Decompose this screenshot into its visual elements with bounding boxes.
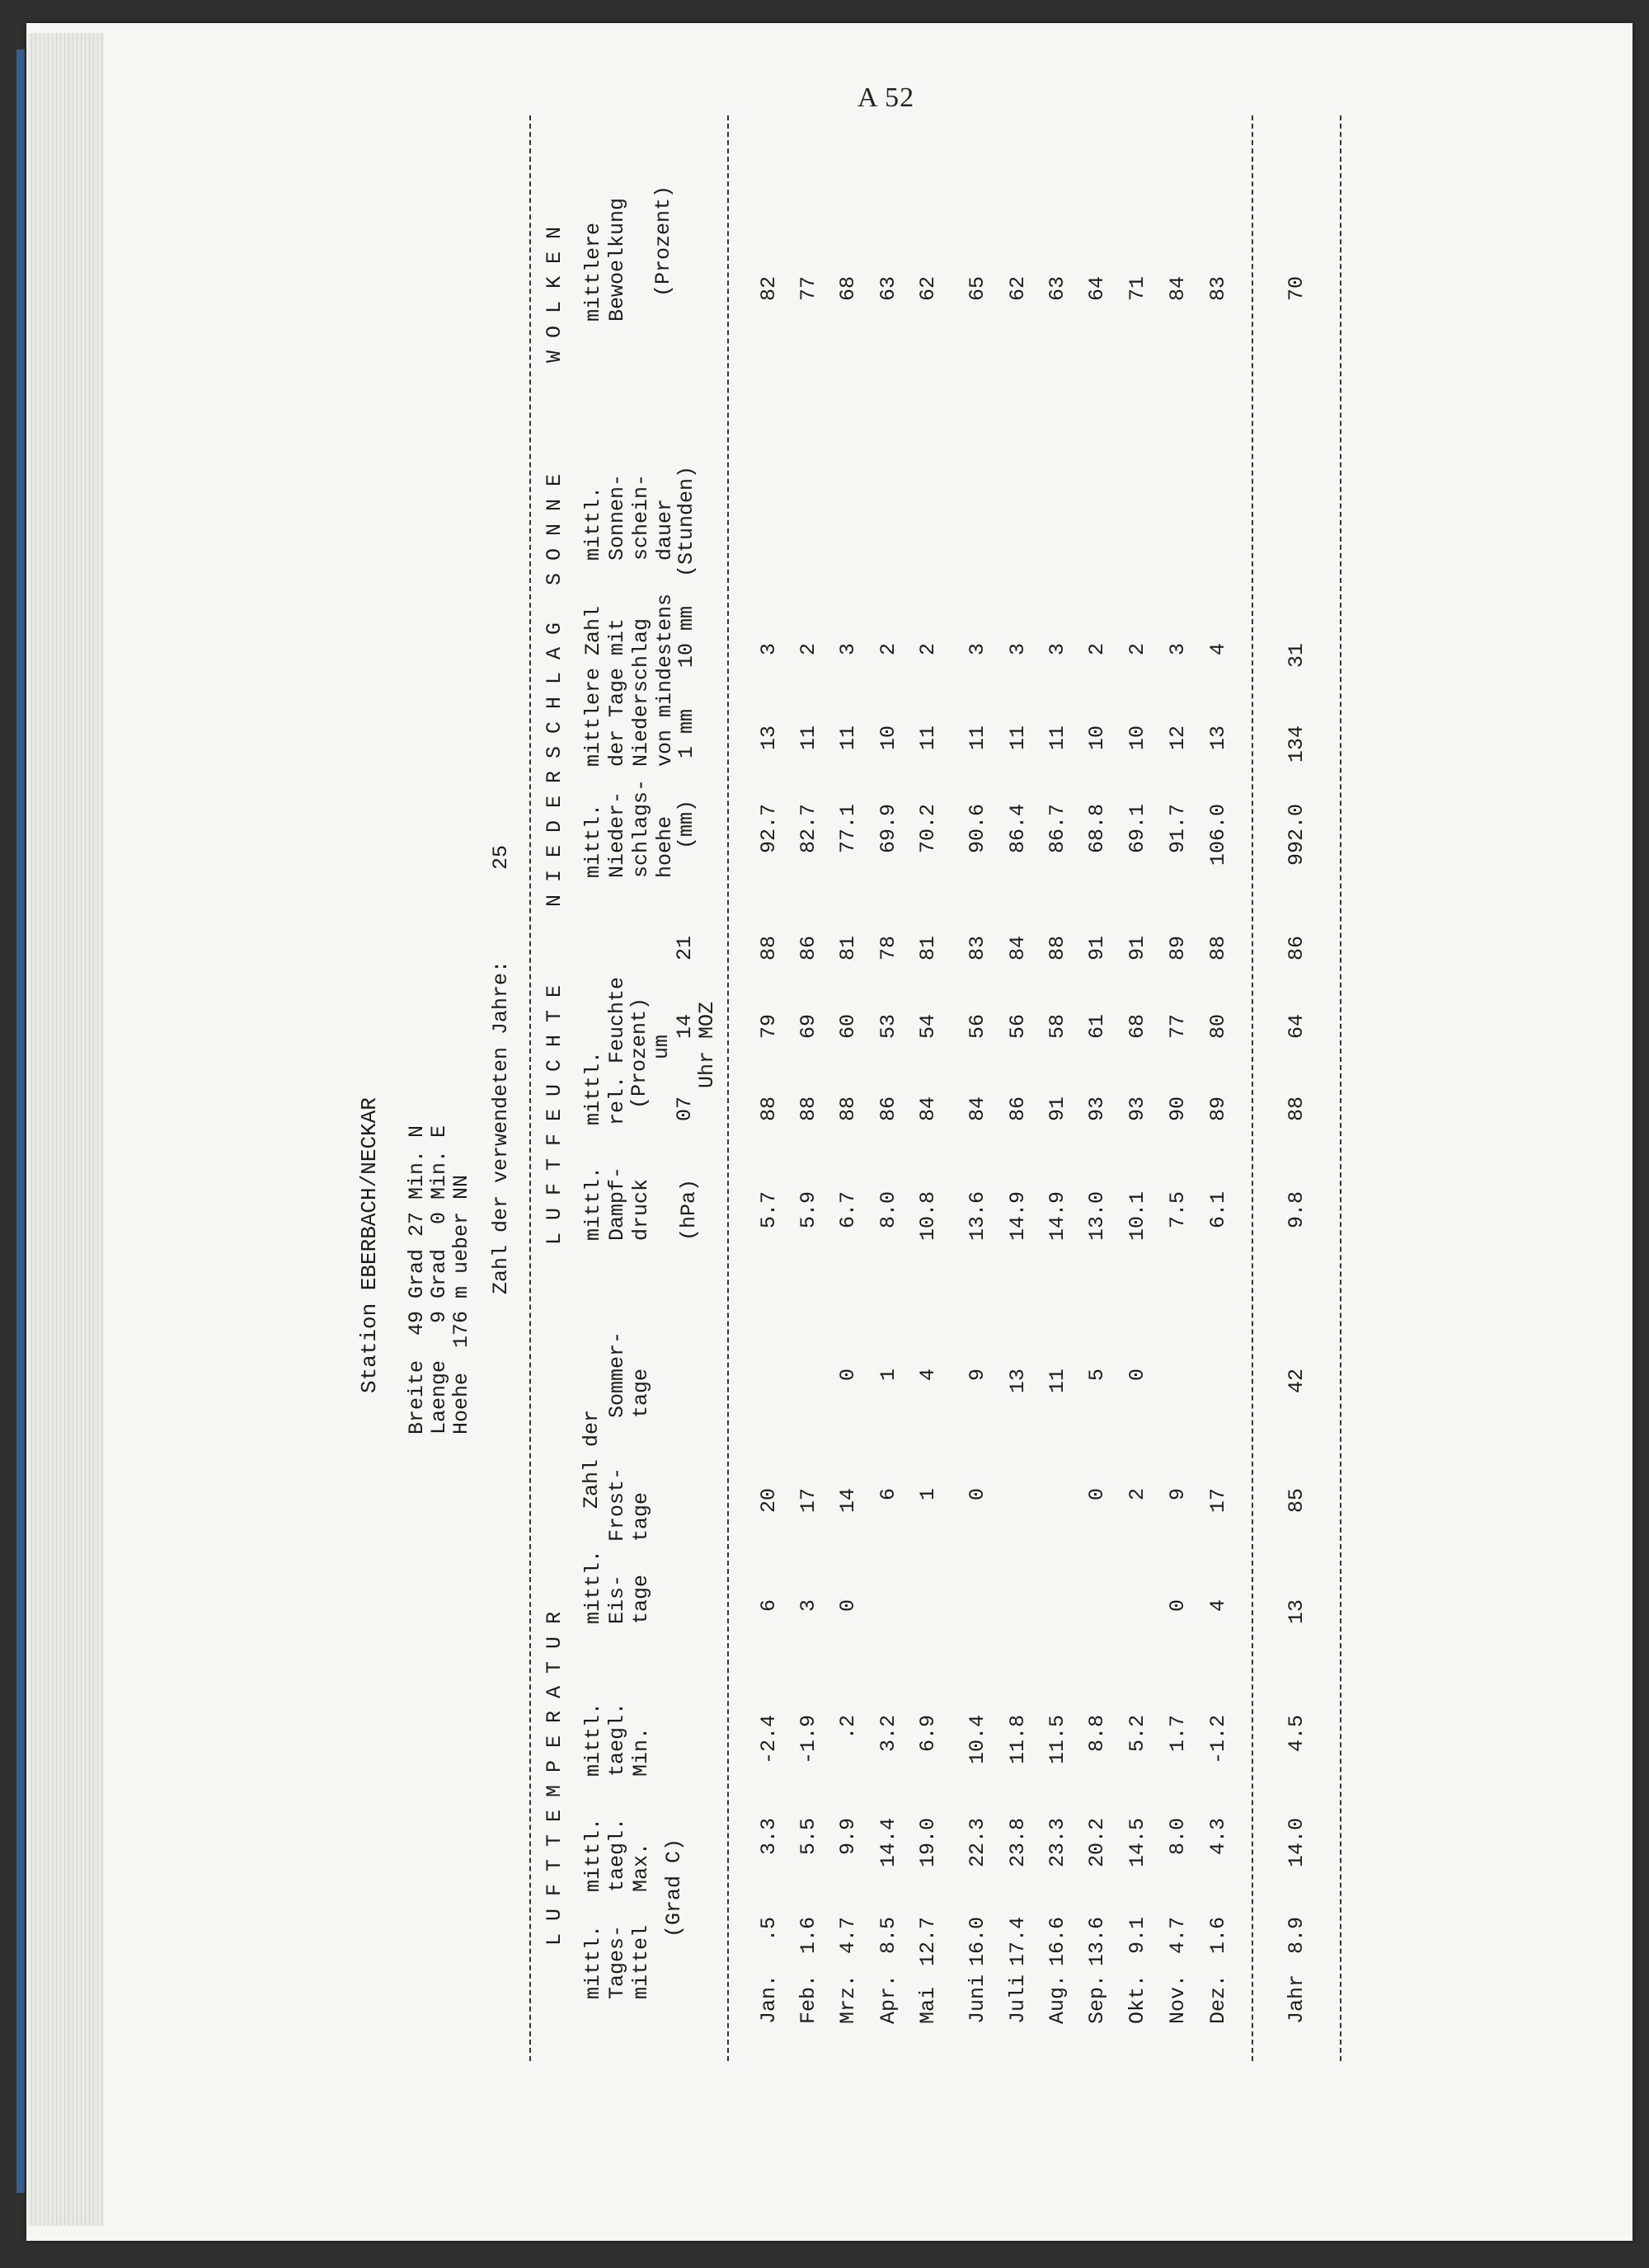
cell-f21: 89 — [1166, 936, 1190, 961]
header-tagesmittel: mittl. Tages- mittel — [581, 1924, 653, 1999]
cell-month: Nov. — [1166, 1974, 1190, 2024]
cell-dampf: 5.7 — [757, 1191, 781, 1229]
header-nieder-hoehe-unit: (mm) — [674, 799, 698, 849]
cell-wolken: 77 — [796, 276, 820, 302]
cell-sommer: 4 — [916, 1369, 940, 1382]
cell-frost: 20 — [757, 1488, 781, 1514]
cell-f21: 84 — [1006, 936, 1030, 961]
header-eistage: mittl. Eis- tage — [581, 1549, 653, 1624]
cell-n1: 10 — [876, 725, 900, 751]
header-nieder-tage: mittlere Zahl der Tage mit Niederschlag von mindestens — [581, 593, 677, 767]
cell-f07: 88 — [796, 1096, 820, 1122]
cell-f21: 91 — [1085, 936, 1109, 961]
cell-min: 6.9 — [916, 1715, 940, 1753]
cell-nh: 77.1 — [836, 804, 860, 854]
cell-frost: 6 — [876, 1488, 900, 1501]
cell-wolken: 62 — [916, 276, 940, 302]
cell-wolken: 83 — [1206, 276, 1230, 302]
cell-sommer: 13 — [1006, 1369, 1030, 1394]
cell-nh: 92.7 — [757, 804, 781, 854]
cell-mittel: 16.0 — [965, 1917, 989, 1967]
cell-max: 8.0 — [1166, 1818, 1190, 1856]
cell-min: 8.8 — [1085, 1715, 1109, 1753]
cell-min: -2.4 — [757, 1715, 781, 1765]
header-threshold-10mm: 10 mm — [674, 605, 698, 668]
annual-cell-dampf: 9.8 — [1285, 1191, 1308, 1229]
cell-min: -1.9 — [796, 1715, 820, 1765]
group-lufttemperatur: L U F T T E M P E R A T U R — [543, 1611, 566, 1946]
cell-f21: 88 — [1045, 936, 1069, 961]
cell-sommer: 9 — [965, 1369, 989, 1382]
cell-n1: 12 — [1166, 725, 1190, 751]
header-sommertage: Sommer- tage — [605, 1331, 653, 1418]
cell-mittel: 13.6 — [1085, 1917, 1109, 1967]
cell-n1: 11 — [1045, 725, 1069, 751]
group-luftfeuchte: L U F T F E U C H T E — [543, 984, 566, 1245]
header-sonne: mittl. Sonnen- schein- dauer — [581, 473, 677, 561]
cell-month: Feb. — [796, 1974, 820, 2024]
cell-nh: 69.1 — [1125, 804, 1149, 854]
cell-f21: 91 — [1125, 936, 1149, 961]
cell-n1: 11 — [796, 725, 820, 751]
cell-max: 23.3 — [1045, 1818, 1069, 1868]
cell-n10: 3 — [836, 643, 860, 656]
annual-cell-max: 14.0 — [1285, 1818, 1308, 1868]
annual-cell-sommer: 42 — [1285, 1369, 1308, 1394]
cell-n1: 11 — [1006, 725, 1030, 751]
cell-min: 11.5 — [1045, 1715, 1069, 1765]
cell-n10: 4 — [1206, 643, 1230, 656]
station-coord-lat: Breite 49 Grad 27 Min. N — [405, 1125, 429, 1435]
cell-eis: 0 — [836, 1599, 860, 1613]
cell-dampf: 14.9 — [1006, 1191, 1030, 1242]
annual-cell-month: Jahr — [1285, 1974, 1308, 2024]
cell-dampf: 10.1 — [1125, 1191, 1149, 1242]
cell-n1: 11 — [916, 725, 940, 751]
cell-f14: 68 — [1125, 1014, 1149, 1040]
station-title: Station EBERBACH/NECKAR — [357, 1097, 382, 1393]
cell-month: Juni — [965, 1974, 989, 2024]
cell-f14: 58 — [1045, 1014, 1069, 1040]
cell-month: Sep. — [1085, 1974, 1109, 2024]
cell-f21: 83 — [965, 936, 989, 961]
header-zahl-der: Zahl der — [580, 1409, 604, 1509]
cell-dampf: 13.0 — [1085, 1191, 1109, 1242]
divider-annual-top — [1252, 115, 1253, 2061]
cell-frost: 0 — [1085, 1488, 1109, 1501]
cell-f21: 86 — [796, 936, 820, 961]
cell-min: 3.2 — [876, 1715, 900, 1753]
header-wolken-unit: (Prozent) — [651, 185, 675, 297]
cell-n1: 10 — [1085, 725, 1109, 751]
cell-wolken: 62 — [1006, 276, 1030, 302]
header-threshold-1mm: 1 mm — [674, 708, 698, 758]
cell-nh: 69.9 — [876, 804, 900, 854]
station-coord-lon: Laenge 9 Grad 0 Min. E — [427, 1125, 451, 1435]
cell-n10: 2 — [916, 643, 940, 656]
divider-header — [727, 115, 729, 2061]
cell-dampf: 6.1 — [1206, 1191, 1230, 1229]
header-taegl-min: mittl. taegl. Min. — [581, 1702, 653, 1777]
cell-n10: 2 — [1085, 643, 1109, 656]
header-wolken: mittlere Bewoelkung — [581, 197, 629, 322]
cell-wolken: 64 — [1085, 276, 1109, 302]
cell-eis: 6 — [757, 1599, 781, 1613]
cell-max: 22.3 — [965, 1818, 989, 1868]
page-stack-edges — [28, 33, 104, 2226]
group-wolken: W O L K E N — [543, 226, 566, 363]
header-rel-feuchte: mittl. rel. Feuchte — [581, 976, 629, 1125]
cell-mittel: 17.4 — [1006, 1917, 1030, 1967]
header-rel-feuchte-unit: (Prozent) — [627, 997, 651, 1109]
header-dampfdruck: mittl. Dampf- druck (hPa) — [581, 1166, 701, 1241]
divider-annual-bottom — [1340, 115, 1341, 2061]
cell-max: 14.4 — [876, 1818, 900, 1868]
cell-month: Aug. — [1045, 1974, 1069, 2024]
cell-min: 1.7 — [1166, 1715, 1190, 1753]
cell-n10: 3 — [1045, 643, 1069, 656]
cell-eis: 3 — [796, 1599, 820, 1613]
cell-min: 5.2 — [1125, 1715, 1149, 1753]
cell-sommer: 11 — [1045, 1369, 1069, 1394]
cell-month: Dez. — [1206, 1974, 1230, 2024]
cell-n10: 3 — [965, 643, 989, 656]
cell-wolken: 63 — [1045, 276, 1069, 302]
cell-f07: 93 — [1125, 1096, 1149, 1122]
cell-mittel: 9.1 — [1125, 1917, 1149, 1955]
header-sonne-unit: (Stunden) — [674, 465, 698, 577]
cell-n10: 2 — [1125, 643, 1149, 656]
cell-f14: 80 — [1206, 1014, 1230, 1040]
cell-frost: 17 — [796, 1488, 820, 1514]
cell-n1: 13 — [1206, 725, 1230, 751]
cell-n10: 3 — [757, 643, 781, 656]
cell-mittel: 12.7 — [916, 1917, 940, 1967]
cell-nh: 68.8 — [1085, 804, 1109, 854]
cell-f21: 88 — [757, 936, 781, 961]
cell-eis: 4 — [1206, 1599, 1230, 1613]
cell-nh: 82.7 — [796, 804, 820, 854]
cell-mittel: 1.6 — [796, 1917, 820, 1955]
cell-wolken: 71 — [1125, 276, 1149, 302]
cell-frost: 2 — [1125, 1488, 1149, 1501]
header-hour-07: 07 — [673, 1096, 697, 1121]
divider-top — [529, 115, 531, 2061]
annual-cell-frost: 85 — [1285, 1488, 1308, 1514]
cell-mittel: .5 — [757, 1917, 781, 1942]
cell-wolken: 63 — [876, 276, 900, 302]
annual-cell-eis: 13 — [1285, 1599, 1308, 1625]
header-taegl-max: mittl. taegl. Max. — [581, 1817, 653, 1892]
cell-min: -1.2 — [1206, 1715, 1230, 1765]
cell-max: 3.3 — [757, 1818, 781, 1856]
cell-frost: 14 — [836, 1488, 860, 1514]
annual-cell-wolken: 70 — [1285, 276, 1308, 302]
cell-min: .2 — [836, 1715, 860, 1740]
cell-mittel: 4.7 — [1166, 1917, 1190, 1955]
cell-wolken: 68 — [836, 276, 860, 302]
cell-nh: 106.0 — [1206, 804, 1230, 866]
cell-month: Jan. — [757, 1974, 781, 2024]
cell-n10: 3 — [1006, 643, 1030, 656]
cell-f07: 90 — [1166, 1096, 1190, 1122]
cell-max: 23.8 — [1006, 1818, 1030, 1868]
cell-nh: 86.4 — [1006, 804, 1030, 854]
annual-cell-nh: 992.0 — [1285, 804, 1308, 866]
cell-eis: 0 — [1166, 1599, 1190, 1613]
cell-frost: 1 — [916, 1488, 940, 1501]
cell-max: 19.0 — [916, 1818, 940, 1868]
cell-f21: 78 — [876, 936, 900, 961]
cell-f21: 81 — [836, 936, 860, 961]
cell-f21: 81 — [916, 936, 940, 961]
cell-nh: 70.2 — [916, 804, 940, 854]
cell-f07: 93 — [1085, 1096, 1109, 1122]
cell-max: 14.5 — [1125, 1818, 1149, 1868]
cell-sommer: 0 — [1125, 1369, 1149, 1382]
cell-f07: 84 — [965, 1096, 989, 1122]
cell-f14: 69 — [796, 1014, 820, 1040]
cell-f14: 77 — [1166, 1014, 1190, 1040]
cell-n1: 11 — [836, 725, 860, 751]
cell-f14: 56 — [1006, 1014, 1030, 1040]
cell-month: Okt. — [1125, 1974, 1149, 2024]
cell-f14: 56 — [965, 1014, 989, 1040]
annual-cell-n10: 31 — [1285, 643, 1308, 669]
header-temp-unit: (Grad C) — [662, 1838, 686, 1937]
group-sonne: S O N N E — [543, 473, 566, 585]
header-hour-21: 21 — [673, 935, 697, 960]
cell-frost: 17 — [1206, 1488, 1230, 1514]
cell-max: 9.9 — [836, 1818, 860, 1856]
cell-mittel: 4.7 — [836, 1917, 860, 1955]
cell-f07: 89 — [1206, 1096, 1230, 1122]
cell-month: Juli — [1006, 1974, 1030, 2024]
cell-mittel: 8.5 — [876, 1917, 900, 1955]
header-nieder-hoehe: mittl. Nieder- schlags- hoehe — [581, 778, 677, 878]
header-rel-feuchte-um: um — [650, 1034, 674, 1059]
cell-f07: 88 — [757, 1096, 781, 1122]
years-value: 25 — [489, 844, 513, 870]
cell-f14: 54 — [916, 1014, 940, 1040]
annual-cell-f14: 64 — [1285, 1014, 1308, 1040]
cell-month: Mai — [916, 1986, 940, 2024]
header-frosttage: Frost- tage — [605, 1467, 653, 1542]
annual-cell-f07: 88 — [1285, 1096, 1308, 1122]
years-label: Zahl der verwendeten Jahre: — [489, 960, 513, 1294]
cell-max: 5.5 — [796, 1818, 820, 1856]
cell-sommer: 0 — [836, 1369, 860, 1382]
cell-f07: 84 — [916, 1096, 940, 1122]
cell-f07: 86 — [1006, 1096, 1030, 1122]
cell-n10: 3 — [1166, 643, 1190, 656]
cell-nh: 86.7 — [1045, 804, 1069, 854]
cell-n1: 11 — [965, 725, 989, 751]
cell-max: 4.3 — [1206, 1818, 1230, 1856]
cell-f07: 91 — [1045, 1096, 1069, 1122]
cell-dampf: 5.9 — [796, 1191, 820, 1229]
annual-cell-n1: 134 — [1285, 725, 1308, 763]
group-niederschlag: N I E D E R S C H L A G — [543, 622, 566, 907]
cell-nh: 91.7 — [1166, 804, 1190, 854]
cell-dampf: 7.5 — [1166, 1191, 1190, 1229]
cell-dampf: 14.9 — [1045, 1191, 1069, 1242]
cell-max: 20.2 — [1085, 1818, 1109, 1868]
cell-n1: 13 — [757, 725, 781, 751]
rotated-table — [346, 173, 1583, 2069]
cell-wolken: 65 — [965, 276, 989, 302]
cell-month: Mrz. — [836, 1974, 860, 2024]
cell-mittel: 16.6 — [1045, 1917, 1069, 1967]
cell-n10: 2 — [876, 643, 900, 656]
cell-mittel: 1.6 — [1206, 1917, 1230, 1955]
cell-f14: 61 — [1085, 1014, 1109, 1040]
cell-nh: 90.6 — [965, 804, 989, 854]
cell-min: 10.4 — [965, 1715, 989, 1765]
header-hour-14: 14 — [673, 1013, 697, 1039]
cell-sommer: 5 — [1085, 1369, 1109, 1382]
annual-cell-f21: 86 — [1285, 936, 1308, 961]
station-coord-alt: Hoehe 176 m ueber NN — [449, 1174, 473, 1435]
cell-frost: 0 — [965, 1488, 989, 1501]
cell-dampf: 10.8 — [916, 1191, 940, 1242]
cell-min: 11.8 — [1006, 1715, 1030, 1765]
cell-f14: 60 — [836, 1014, 860, 1040]
cell-f07: 86 — [876, 1096, 900, 1122]
annual-cell-min: 4.5 — [1285, 1715, 1308, 1753]
cell-month: Apr. — [876, 1974, 900, 2024]
cell-f07: 88 — [836, 1096, 860, 1122]
cell-dampf: 13.6 — [965, 1191, 989, 1242]
cell-f21: 88 — [1206, 936, 1230, 961]
cell-wolken: 82 — [757, 276, 781, 302]
cell-frost: 9 — [1166, 1488, 1190, 1501]
cell-wolken: 84 — [1166, 276, 1190, 302]
annual-cell-mittel: 8.9 — [1285, 1917, 1308, 1955]
header-uhr-moz: Uhr MOZ — [695, 1001, 719, 1088]
cell-sommer: 1 — [876, 1369, 900, 1382]
cell-f14: 53 — [876, 1014, 900, 1040]
cell-f14: 79 — [757, 1014, 781, 1040]
cell-n10: 2 — [796, 643, 820, 656]
binding-edge — [16, 49, 25, 2193]
cell-dampf: 8.0 — [876, 1191, 900, 1229]
cell-n1: 10 — [1125, 725, 1149, 751]
cell-dampf: 6.7 — [836, 1191, 860, 1229]
page-number: A 52 — [857, 82, 915, 113]
